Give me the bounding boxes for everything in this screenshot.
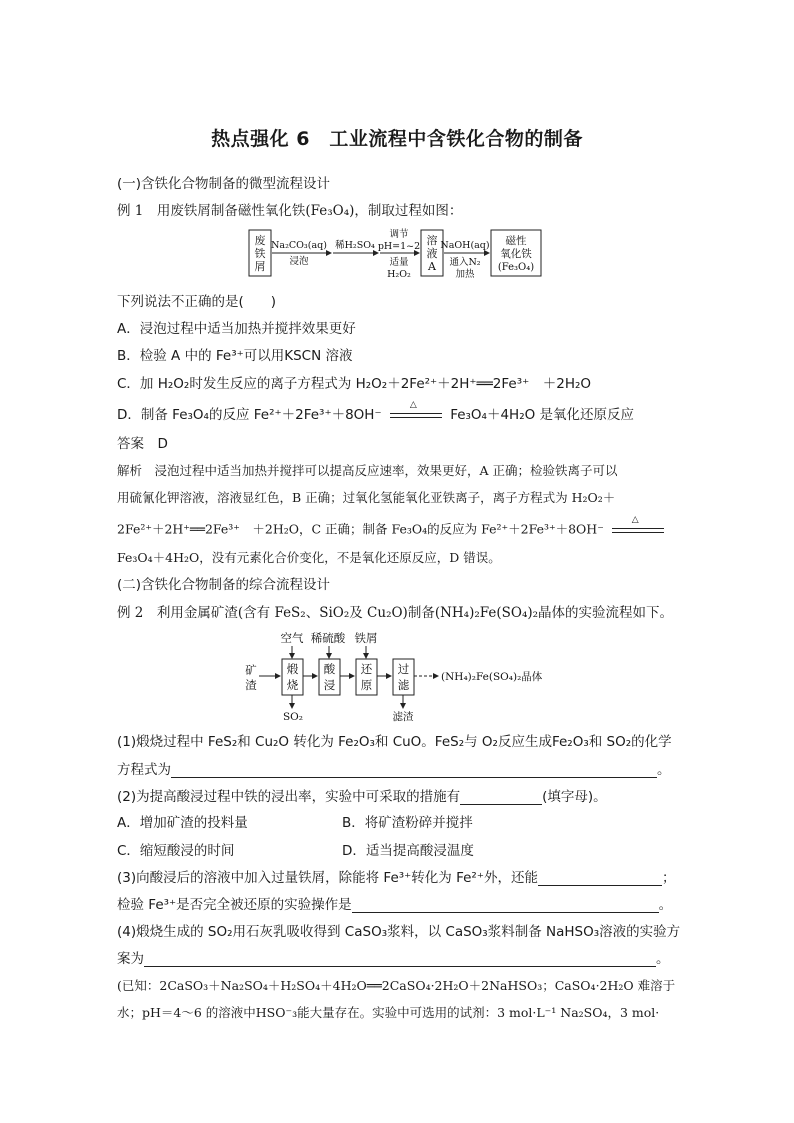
q4-answer-blank[interactable] — [144, 952, 656, 967]
q2-line — [117, 789, 607, 805]
option-d-right: Fe₃O₄＋4H₂O 是氧化还原反应 — [450, 407, 635, 423]
start-label: 渣 — [245, 678, 257, 692]
q1-line-1: (1)煅烧过程中 FeS₂和 Cu₂O 转化为 Fe₂O₃和 CuO。FeS₂与 O₂反应生成Fe₂O₃和 SO₂的化学 — [117, 734, 672, 750]
box-label: A — [428, 260, 436, 273]
arrow-label: H₂O₂ — [387, 269, 411, 280]
analysis-line-1: 解析 浸泡过程中适当加热并搅拌可以提高反应速率，效果更好，A 正确；检验铁离子可以 — [117, 463, 618, 478]
heat-condition-sign — [386, 400, 446, 425]
triangle-symbol: △ — [409, 400, 417, 410]
q4-suffix: 。 — [656, 951, 670, 967]
q2-answer-blank[interactable] — [460, 790, 542, 805]
q3-prefix: (3)向酸浸后的溶液中加入过量铁屑，除能将 Fe³⁺转化为 Fe²⁺外，还能 — [117, 870, 538, 886]
answer-line: 答案 D — [117, 436, 168, 452]
q4-line-2 — [117, 951, 670, 967]
box-label: 屑 — [254, 260, 266, 273]
q3-line2-suffix: 。 — [658, 897, 673, 913]
arrow-label: 稀H₂SO₄ — [335, 240, 375, 251]
q3-line2-prefix: 检验 Fe³⁺是否完全被还原的实验操作是 — [117, 897, 352, 913]
product-label: (NH₄)₂Fe(SO₄)₂晶体 — [441, 671, 543, 683]
arrow-label: 通入N₂ — [449, 257, 481, 268]
q3-line-1 — [117, 870, 675, 886]
analysis-line-2: 用硫氰化钾溶液，溶液显红色，B 正确；过氧化氢能氧化亚铁离子，离子方程式为 H₂O₂＋ — [117, 490, 616, 505]
q1-prefix: 方程式为 — [117, 762, 171, 778]
box-label: 磁性 — [505, 235, 527, 247]
arrow-label: 浸泡 — [289, 256, 309, 267]
box-label: 溶 — [426, 234, 438, 247]
q1-answer-blank[interactable] — [171, 763, 657, 778]
box-label: 滤 — [397, 678, 410, 692]
box-label: 液 — [426, 247, 438, 260]
arrow-label: NaOH(aq) — [440, 240, 490, 251]
option-a: A．浸泡过程中适当加热并搅拌效果更好 — [117, 321, 356, 337]
arrow-label: 调节 — [389, 229, 409, 240]
box-label: 氧化铁 — [500, 248, 532, 260]
box-label: 煅 — [286, 662, 299, 676]
q3-answer-blank-1[interactable] — [538, 871, 662, 886]
heat-condition-sign — [608, 515, 668, 540]
section-heading-1: (一)含铁化合物制备的微型流程设计 — [117, 176, 331, 192]
box-label: 原 — [360, 678, 373, 692]
triangle-symbol: △ — [631, 515, 639, 525]
box-label: (Fe₃O₄) — [497, 262, 535, 273]
example1-question: 下列说法不正确的是( ) — [117, 294, 277, 310]
box-label: 还 — [360, 662, 373, 676]
input-dilute-sulfuric-acid: 稀硫酸 — [310, 631, 346, 645]
output-residue: 滤渣 — [392, 711, 414, 723]
page-title: 热点强化 6 工业流程中含铁化合物的制备 — [211, 128, 583, 150]
option-d-left: D．制备 Fe₃O₄的反应 Fe²⁺＋2Fe³⁺＋8OH⁻ — [117, 407, 382, 423]
q4-prefix: 案为 — [117, 951, 144, 967]
arrow-label: 加热 — [455, 269, 475, 280]
box-label: 浸 — [323, 678, 336, 692]
analysis-line-3-left: 2Fe²⁺＋2H⁺══2Fe³⁺ ＋2H₂O，C 正确；制备 Fe₃O₄的反应为 Fe²⁺＋2Fe³⁺＋8OH⁻ — [117, 521, 604, 537]
flow-diagram-2 — [243, 628, 583, 724]
q2-option-c: C．缩短酸浸的时间 — [117, 843, 235, 859]
example2-stem: 例 2 利用金属矿渣(含有 FeS₂、SiO₂及 Cu₂O)制备(NH₄)₂Fe(SO₄)₂晶体的实验流程如下。 — [117, 605, 674, 621]
box-label: 酸 — [323, 662, 336, 676]
box-label: 过 — [397, 662, 410, 676]
start-label: 矿 — [245, 663, 257, 677]
input-iron-filings: 铁屑 — [354, 631, 378, 645]
example1-stem: 例 1 用废铁屑制备磁性氧化铁(Fe₃O₄)，制取过程如图： — [117, 203, 463, 219]
arrow-label: Na₂CO₃(aq) — [271, 240, 327, 251]
option-b: B．检验 A 中的 Fe³⁺可以用KSCN 溶液 — [117, 348, 353, 364]
box-label: 铁 — [254, 247, 266, 260]
analysis-line-3 — [117, 515, 668, 540]
arrow-label: 适量 — [389, 257, 409, 268]
q3-suffix: ； — [661, 870, 676, 886]
option-c: C．加 H₂O₂时发生反应的离子方程式为 H₂O₂＋2Fe²⁺＋2H⁺══2Fe³⁺ ＋2H₂O — [117, 376, 592, 392]
q1-suffix: 。 — [657, 762, 671, 778]
note-line-2: 水；pH＝4～6 的溶液中HSO⁻₃能大量存在。实验中可选用的试剂：3 mol·L⁻¹ Na₂SO₄，3 mol· — [117, 1005, 660, 1020]
q3-line-2 — [117, 897, 672, 913]
section-heading-2: (二)含铁化合物制备的综合流程设计 — [117, 577, 331, 593]
q2-suffix: (填字母)。 — [542, 789, 607, 805]
output-so2: SO₂ — [282, 711, 304, 723]
q2-option-b: B．将矿渣粉碎并搅拌 — [342, 815, 473, 831]
q3-answer-blank-2[interactable] — [352, 898, 659, 913]
q2-option-a: A．增加矿渣的投料量 — [117, 815, 248, 831]
q2-option-d: D．适当提高酸浸温度 — [342, 843, 474, 859]
note-line-1: (已知：2CaSO₃＋Na₂SO₄＋H₂SO₄＋4H₂O══2CaSO₄·2H₂O＋2NaHSO₃；CaSO₄·2H₂O 难溶于 — [117, 978, 676, 993]
box-label: 烧 — [286, 678, 299, 692]
q2-prefix: (2)为提高酸浸过程中铁的浸出率，实验中可采取的措施有 — [117, 789, 461, 805]
arrow-head — [275, 673, 281, 679]
arrow-label: pH=1~2 — [377, 241, 421, 252]
q4-line-1: (4)煅烧生成的 SO₂用石灰乳吸收得到 CaSO₃浆料，以 CaSO₃浆料制备 NaHSO₃溶液的实验方 — [117, 924, 681, 940]
flow-diagram-1 — [245, 224, 545, 280]
q1-line-2 — [117, 762, 671, 778]
input-air: 空气 — [280, 631, 304, 645]
analysis-line-4: Fe₃O₄＋4H₂O，没有元素化合价变化，不是氧化还原反应，D 错误。 — [117, 550, 501, 565]
box-label: 废 — [254, 234, 266, 247]
option-d — [117, 400, 635, 425]
